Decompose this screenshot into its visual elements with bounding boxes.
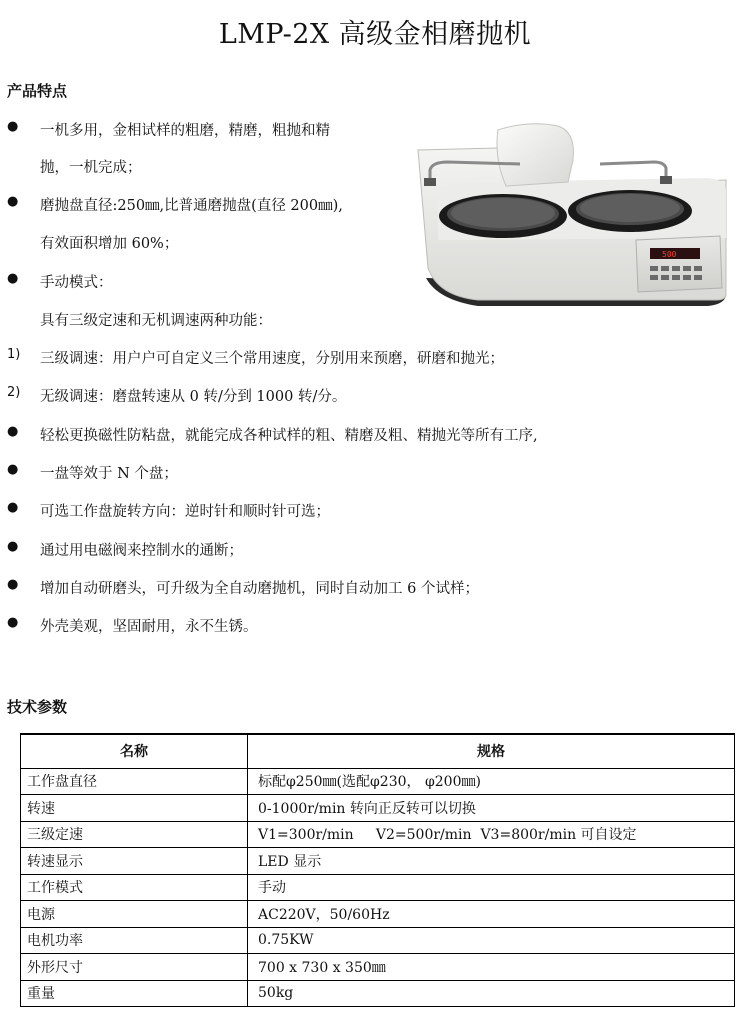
feature-line: 三级调速：用户户可自定义三个常用速度，分别用来预磨，研磨和抛光； xyxy=(40,351,504,367)
table-row xyxy=(21,821,735,848)
bullet-marker: ● xyxy=(7,539,19,554)
feature-line: 一机多用，金相试样的粗磨，精磨，粗抛和精 xyxy=(40,123,330,139)
bullet-marker: ● xyxy=(7,119,19,134)
spec-name: 转速显示 xyxy=(21,848,248,875)
bullet-marker: ● xyxy=(7,194,19,209)
spec-name: 转速 xyxy=(21,795,248,822)
table-row xyxy=(21,795,735,822)
spec-name: 工作模式 xyxy=(21,874,248,901)
product-photo xyxy=(408,118,738,318)
bullet-marker: ● xyxy=(7,271,19,286)
feature-line: 抛，一机完成； xyxy=(40,160,142,176)
bullet-marker: ● xyxy=(7,577,19,592)
spec-name: 工作盘直径 xyxy=(21,768,248,795)
feature-line: 磨抛盘直径:250㎜,比普通磨抛盘(直径 200㎜), xyxy=(40,198,343,214)
feature-line: 轻松更换磁性防粘盘，就能完成各种试样的粗、精磨及粗、精抛光等所有工序, xyxy=(40,428,538,444)
bullet-marker: ● xyxy=(7,615,19,630)
spec-table xyxy=(20,733,735,1007)
bullet-marker: ● xyxy=(7,462,19,477)
table-row xyxy=(21,927,735,954)
number-marker: 2) xyxy=(7,385,21,400)
feature-line: 无级调速：磨盘转速从 0 转/分到 1000 转/分。 xyxy=(40,389,347,405)
feature-line: 增加自动研磨头，可升级为全自动磨抛机，同时自动加工 6 个试样； xyxy=(40,581,479,597)
spec-value: 标配φ250㎜(选配φ230， φ200㎜) xyxy=(248,768,735,795)
feature-line: 可选工作盘旋转方向：逆时针和顺时针可选； xyxy=(40,504,330,520)
spec-value: V1=300r/min V2=500r/min V3=800r/min 可自设定 xyxy=(248,821,735,848)
spec-value: 0-1000r/min 转向正反转可以切换 xyxy=(248,795,735,822)
spec-name: 外形尺寸 xyxy=(21,954,248,981)
spec-name: 重量 xyxy=(21,980,248,1007)
table-row xyxy=(21,848,735,875)
feature-line: 具有三级定速和无机调速两种功能： xyxy=(40,313,272,329)
spec-name: 电源 xyxy=(21,901,248,928)
spec-value: LED 显示 xyxy=(248,848,735,875)
bullet-marker: ● xyxy=(7,424,19,439)
table-header-row xyxy=(21,734,735,768)
specs-heading: 技术参数 xyxy=(7,698,68,716)
feature-line: 手动模式： xyxy=(40,275,113,291)
column-header-spec: 规格 xyxy=(248,734,735,768)
table-row xyxy=(21,901,735,928)
spec-value: 0.75KW xyxy=(248,927,735,954)
spec-value: 50kg xyxy=(248,980,735,1007)
table-row xyxy=(21,874,735,901)
table-row xyxy=(21,980,735,1007)
spec-value: AC220V，50/60Hz xyxy=(248,901,735,928)
feature-line: 有效面积增加 60%； xyxy=(40,236,179,252)
table-row xyxy=(21,954,735,981)
feature-line: 一盘等效于 N 个盘； xyxy=(40,466,178,482)
spec-value: 700 x 730 x 350㎜ xyxy=(248,954,735,981)
feature-line: 外壳美观，坚固耐用，永不生锈。 xyxy=(40,619,258,635)
table-row xyxy=(21,768,735,795)
spec-value: 手动 xyxy=(248,874,735,901)
led-display: 500 xyxy=(662,250,677,259)
feature-line: 通过用电磁阀来控制水的通断； xyxy=(40,543,243,559)
spec-name: 三级定速 xyxy=(21,821,248,848)
column-header-name: 名称 xyxy=(21,734,248,768)
features-heading: 产品特点 xyxy=(7,82,68,100)
spec-name: 电机功率 xyxy=(21,927,248,954)
bullet-marker: ● xyxy=(7,500,19,515)
number-marker: 1) xyxy=(7,347,21,362)
page-title: LMP-2X 高级金相磨抛机 xyxy=(218,19,532,50)
